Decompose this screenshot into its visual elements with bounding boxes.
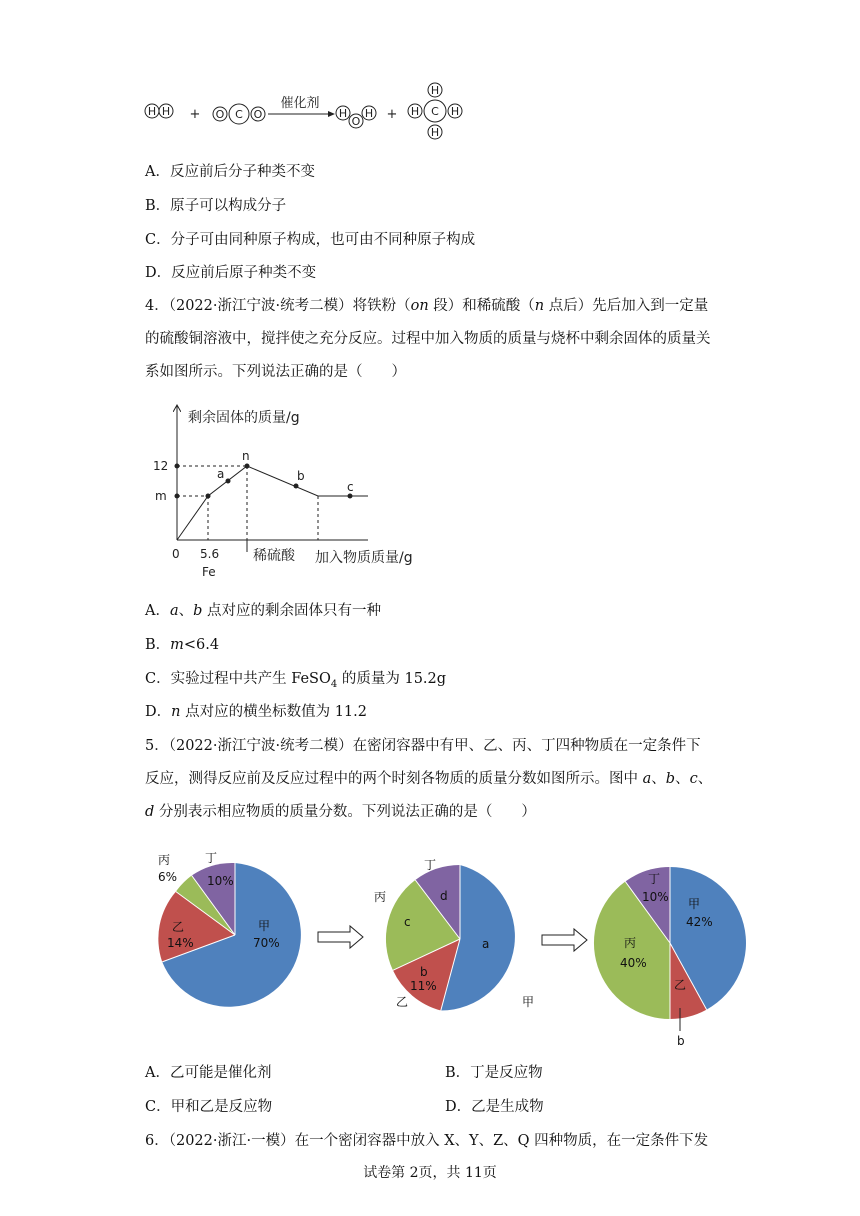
pie3-value-b: b — [677, 1034, 685, 1048]
pie1-label-jia: 甲 — [258, 919, 271, 933]
q4-option-d: D．n 点对应的横坐标数值为 11.2 — [145, 704, 367, 720]
q4-option-c: C．实验过程中共产生 FeSO$_4$ 的质量为 15.2g — [145, 671, 447, 690]
atom-h: H — [430, 126, 440, 139]
q3-option-a: A．反应前后分子种类不变 — [145, 164, 315, 180]
q5-option-d: D．乙是生成物 — [445, 1099, 544, 1115]
point-12 — [175, 464, 180, 469]
pie1-label-yi: 乙 — [172, 920, 185, 934]
point-c — [348, 494, 353, 499]
pie2-label-ding: 丁 — [424, 858, 437, 872]
pie3-label-bing: 丙 — [624, 936, 637, 950]
arrow-1 — [318, 926, 363, 948]
pie3-label-yi: 乙 — [674, 978, 687, 992]
q5-option-a: A．乙可能是催化剂 — [145, 1065, 272, 1081]
q5-option-b: B．丁是反应物 — [445, 1065, 543, 1081]
pie1-value-jia: 70% — [253, 936, 280, 950]
plus-sign: + — [189, 107, 201, 122]
atom-h: H — [338, 107, 348, 120]
point-m — [175, 494, 180, 499]
label-c: c — [347, 480, 354, 494]
point-n — [245, 464, 250, 469]
catalyst-label: 催化剂 — [280, 96, 320, 111]
q5-option-c: C．甲和乙是反应物 — [145, 1099, 273, 1115]
x-tick-acid: 稀硫酸 — [253, 548, 295, 564]
plus-sign: + — [386, 107, 398, 122]
atom-o: O — [253, 108, 263, 121]
pie2-label-bing: 丙 — [374, 890, 387, 904]
reaction-diagram — [140, 76, 480, 146]
label-a: a — [217, 467, 225, 481]
point-b — [294, 484, 299, 489]
q3-option-d: D．反应前后原子种类不变 — [145, 265, 317, 281]
y-tick-m: m — [155, 489, 167, 503]
label-b: b — [297, 469, 305, 483]
pie1-label-bing: 丙 — [158, 853, 171, 867]
pie3-value-jia: 42% — [686, 915, 713, 929]
x-tick-0: 0 — [172, 547, 180, 561]
pie2-value-d: d — [440, 889, 448, 903]
page-footer: 试卷第 2页，共 11页 — [363, 1165, 497, 1181]
pie2-label-yi: 乙 — [396, 995, 409, 1009]
pie2-value-c: c — [404, 915, 411, 929]
pie1-value-bing: 6% — [158, 870, 178, 884]
pie1-value-yi: 14% — [167, 936, 194, 950]
label-n: n — [242, 449, 250, 463]
atom-c: C — [235, 108, 243, 121]
q3-option-b: B．原子可以构成分子 — [145, 198, 287, 214]
atom-o: O — [351, 115, 361, 128]
pie2-label-jia: 甲 — [522, 995, 535, 1009]
q4-option-a: A．a、b 点对应的剩余固体只有一种 — [145, 603, 382, 619]
atom-h: H — [161, 105, 171, 118]
pie3-label-jia: 甲 — [688, 897, 701, 911]
point-56 — [206, 494, 211, 499]
pie2-value-b-pct: 11% — [410, 979, 437, 993]
x-tick-fe: Fe — [202, 565, 216, 579]
q4-stem: 4．（2022·浙江宁波·统考二模）将铁粉（on 段）和稀硫酸（n 点后）先后加入到一定量的硫酸铜溶液中，搅拌使之充分反应。过程中加入物质的质量与烧杯中剩余固体的质量关系如图所示。下列说法正确的是（ ） — [145, 298, 711, 380]
atom-o: O — [215, 108, 225, 121]
atom-h: H — [450, 105, 460, 118]
q4-option-b: B．m<6.4 — [145, 637, 220, 653]
pie1-label-ding: 丁 — [205, 851, 218, 865]
x-tick-56: 5.6 — [200, 547, 220, 561]
pie3-value-ding: 10% — [642, 890, 669, 904]
atom-h: H — [147, 105, 157, 118]
pie3-value-bing: 40% — [620, 956, 647, 970]
atom-c: C — [431, 105, 439, 118]
q5-stem: 5．（2022·浙江宁波·统考二模）在密闭容器中有甲、乙、丙、丁四种物质在一定条件下反应，测得反应前及反应过程中的两个时刻各物质的质量分数如图所示。图中 a、b、c、d 分别表示相应物质的质量分数。下列说法正确的是（ ） — [145, 738, 713, 820]
pie3-label-ding: 丁 — [648, 872, 661, 886]
y-axis-label: 剩余固体的质量/g — [188, 410, 300, 426]
arrow-2 — [542, 929, 587, 951]
atom-h: H — [410, 105, 420, 118]
atom-h: H — [430, 84, 440, 97]
pie2-value-a: a — [482, 937, 490, 951]
pie1-value-ding: 10% — [207, 874, 234, 888]
q3-option-c: C．分子可由同种原子构成，也可由不同种原子构成 — [145, 232, 476, 248]
point-a — [226, 479, 231, 484]
x-axis-label: 加入物质质量/g — [315, 550, 413, 566]
q6-stem: 6．（2022·浙江·一模）在一个密闭容器中放入 X、Y、Z、Q 四种物质，在一定条件下发 — [145, 1133, 709, 1149]
q5-pie-charts — [150, 843, 750, 1053]
q4-graph — [150, 400, 430, 590]
atom-h: H — [364, 107, 374, 120]
pie2-value-b: b — [420, 965, 428, 979]
mass-curve — [177, 466, 368, 540]
y-tick-12: 12 — [153, 459, 169, 473]
